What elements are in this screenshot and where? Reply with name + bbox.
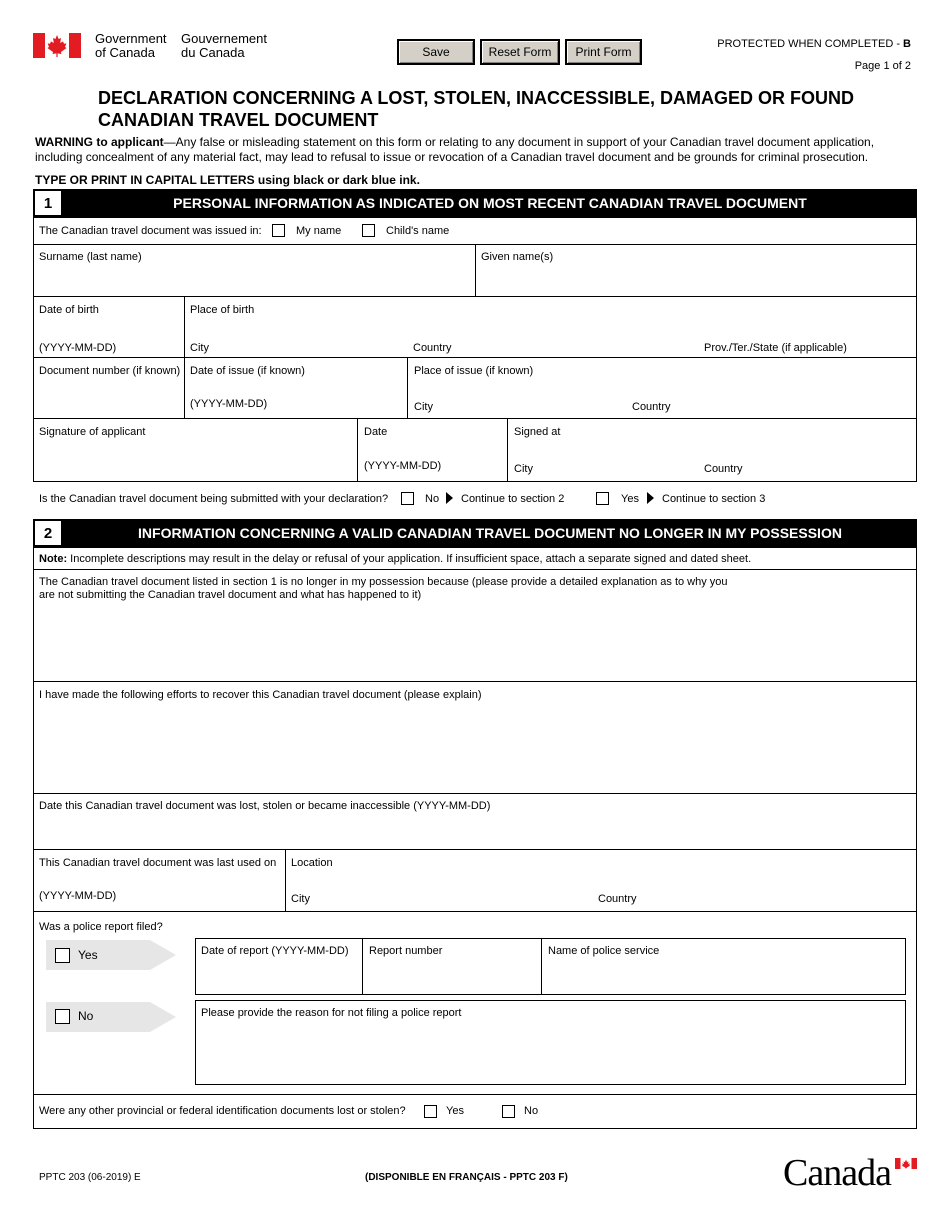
pob-label: Place of birth	[190, 304, 255, 316]
location-input[interactable]	[286, 872, 915, 888]
save-button[interactable]: Save	[397, 39, 475, 65]
no-report-reason-label: Please provide the reason for not filing a police report	[201, 1007, 462, 1019]
report-date-input[interactable]	[197, 962, 360, 992]
place-issue-input[interactable]	[408, 380, 915, 398]
police-yes-label: Yes	[78, 948, 98, 962]
police-yes-checkbox[interactable]	[55, 948, 70, 963]
last-used-input[interactable]	[34, 872, 284, 888]
section1-number: 1	[35, 191, 61, 215]
efforts-textarea[interactable]	[36, 706, 916, 794]
section2-note	[39, 553, 751, 565]
print-form-button[interactable]: Print Form	[565, 39, 642, 65]
signature-field[interactable]	[34, 443, 356, 479]
gov-fr-line1: Gouvernement	[181, 31, 267, 46]
submitted-no-continue: Continue to section 2	[461, 493, 565, 505]
dob-input[interactable]	[34, 320, 182, 338]
divider	[33, 793, 917, 794]
other-docs-no-checkbox[interactable]	[502, 1105, 515, 1118]
police-no-label: No	[78, 1009, 94, 1023]
pob-country-label: Country	[413, 342, 452, 354]
divider	[362, 938, 363, 995]
given-names-label: Given name(s)	[481, 251, 554, 263]
sign-date-format: (YYYY-MM-DD)	[364, 460, 442, 472]
section2-number: 2	[35, 521, 61, 545]
instruction-text: TYPE OR PRINT IN CAPITAL LETTERS using black or dark blue ink.	[35, 173, 420, 187]
reason-line1: The Canadian travel document listed in section 1 is no longer in my possession because (please provide a detailed explanation as to why you	[39, 576, 728, 588]
warning-body-line2: including concealment of any material fact, may lead to refusal to issue or revocation of a Canadian travel document and be grounds for criminal prosecution.	[35, 150, 869, 164]
police-question: Was a police report filed?	[39, 921, 163, 933]
pob-city-label: City	[190, 342, 209, 354]
pob-input[interactable]	[185, 320, 915, 338]
gov-en-line1: Government	[95, 31, 167, 46]
issued-in-label: The Canadian travel document was issued in:	[39, 225, 262, 237]
other-docs-question: Were any other provincial or federal identification documents lost or stolen?	[39, 1105, 406, 1117]
date-issue-label: Date of issue (if known)	[190, 365, 305, 377]
divider	[33, 1094, 917, 1095]
arrow-right-icon	[647, 492, 654, 504]
canada-wordmark-text: Canada	[783, 1152, 891, 1194]
gov-en-line2: of Canada	[95, 45, 155, 60]
submitted-yes-continue: Continue to section 3	[662, 493, 766, 505]
divider	[33, 569, 917, 570]
divider	[541, 938, 542, 995]
location-country: Country	[598, 893, 637, 905]
place-issue-country: Country	[632, 401, 671, 413]
place-issue-label: Place of issue (if known)	[414, 365, 534, 377]
police-service-input[interactable]	[543, 962, 903, 992]
submitted-yes-checkbox[interactable]	[596, 492, 609, 505]
other-docs-yes-checkbox[interactable]	[424, 1105, 437, 1118]
police-no-checkbox[interactable]	[55, 1009, 70, 1024]
gov-fr-line2: du Canada	[181, 45, 245, 60]
arrow-right-icon	[446, 492, 453, 504]
wordmark-flag-icon	[895, 1158, 917, 1169]
signed-at-city: City	[514, 463, 533, 475]
reason-line2: are not submitting the Canadian travel document and what has happened to it)	[39, 589, 422, 601]
signed-at-input[interactable]	[508, 441, 915, 459]
divider	[33, 357, 917, 358]
pob-prov-label: Prov./Ter./State (if applicable)	[704, 342, 847, 354]
note-lead: Note:	[39, 553, 68, 565]
doc-number-input[interactable]	[34, 382, 182, 416]
warning-text	[35, 135, 915, 165]
submitted-yes-label: Yes	[621, 493, 639, 505]
reset-form-button[interactable]: Reset Form	[480, 39, 560, 65]
report-number-label: Report number	[369, 945, 443, 957]
divider	[33, 296, 917, 297]
gov-fr-wordmark	[181, 32, 267, 60]
report-number-input[interactable]	[364, 962, 539, 992]
canada-flag-icon	[33, 33, 81, 58]
submitted-no-checkbox[interactable]	[401, 492, 414, 505]
no-report-reason-textarea[interactable]	[198, 1024, 906, 1084]
doc-number-label: Document number (if known)	[39, 365, 181, 377]
reason-textarea[interactable]	[36, 604, 916, 682]
given-names-input[interactable]	[476, 268, 916, 294]
section1-header	[33, 189, 917, 217]
date-lost-input[interactable]	[36, 818, 336, 844]
warning-body-line1: —Any false or misleading statement on this form or relating to any document in support of your Canadian travel document application,	[163, 135, 875, 149]
efforts-label: I have made the following efforts to recover this Canadian travel document (please explain)	[39, 689, 482, 701]
childs-name-checkbox[interactable]	[362, 224, 375, 237]
location-label: Location	[291, 857, 333, 869]
last-used-format: (YYYY-MM-DD)	[39, 890, 117, 902]
signature-label: Signature of applicant	[39, 426, 146, 438]
divider	[33, 849, 917, 850]
reason-label	[39, 576, 728, 602]
title-line1: DECLARATION CONCERNING A LOST, STOLEN, INACCESSIBLE, DAMAGED OR FOUND	[98, 88, 855, 108]
last-used-label: This Canadian travel document was last used on	[39, 857, 277, 869]
french-note: (DISPONIBLE EN FRANÇAIS - PPTC 203 F)	[365, 1172, 568, 1183]
submitted-no-label: No	[425, 493, 440, 505]
surname-label: Surname (last name)	[39, 251, 142, 263]
canada-wordmark	[783, 1152, 918, 1194]
protected-text: PROTECTED WHEN COMPLETED -	[717, 38, 904, 50]
sign-date-input[interactable]	[358, 441, 506, 459]
divider	[33, 681, 917, 682]
my-name-checkbox[interactable]	[272, 224, 285, 237]
signed-at-country: Country	[704, 463, 743, 475]
dob-format: (YYYY-MM-DD)	[39, 342, 117, 354]
protected-label	[717, 38, 911, 50]
other-docs-yes-label: Yes	[446, 1105, 464, 1117]
my-name-label: My name	[296, 225, 342, 237]
warning-lead: WARNING to applicant	[35, 135, 164, 149]
page-indicator: Page 1 of 2	[854, 60, 911, 72]
place-issue-city: City	[414, 401, 433, 413]
protected-level: B	[903, 38, 911, 50]
date-issue-input[interactable]	[185, 380, 405, 398]
section1-title: PERSONAL INFORMATION AS INDICATED ON MOST RECENT CANADIAN TRAVEL DOCUMENT	[173, 195, 807, 211]
surname-input[interactable]	[34, 268, 474, 294]
title-line2: CANADIAN TRAVEL DOCUMENT	[98, 110, 379, 130]
section2-header	[33, 519, 917, 547]
police-service-label: Name of police service	[548, 945, 660, 957]
form-code: PPTC 203 (06-2019) E	[39, 1172, 141, 1183]
page-title	[98, 87, 854, 131]
location-city: City	[291, 893, 310, 905]
section2-title: INFORMATION CONCERNING A VALID CANADIAN TRAVEL DOCUMENT NO LONGER IN MY POSSESSION	[138, 525, 842, 541]
report-date-label: Date of report (YYYY-MM-DD)	[201, 945, 349, 957]
note-body: Incomplete descriptions may result in the delay or refusal of your application. If insufficient space, attach a separate signed and dated sheet.	[67, 553, 752, 565]
sign-date-label: Date	[364, 426, 388, 438]
submitted-question: Is the Canadian travel document being submitted with your declaration?	[39, 493, 389, 505]
signed-at-label: Signed at	[514, 426, 561, 438]
divider	[33, 911, 917, 912]
dob-label: Date of birth	[39, 304, 99, 316]
date-lost-label: Date this Canadian travel document was lost, stolen or became inaccessible (YYYY-MM-DD)	[39, 800, 491, 812]
childs-name-label: Child's name	[386, 225, 450, 237]
gov-en-wordmark	[95, 32, 167, 60]
date-issue-format: (YYYY-MM-DD)	[190, 398, 268, 410]
other-docs-no-label: No	[524, 1105, 539, 1117]
divider	[33, 418, 917, 419]
